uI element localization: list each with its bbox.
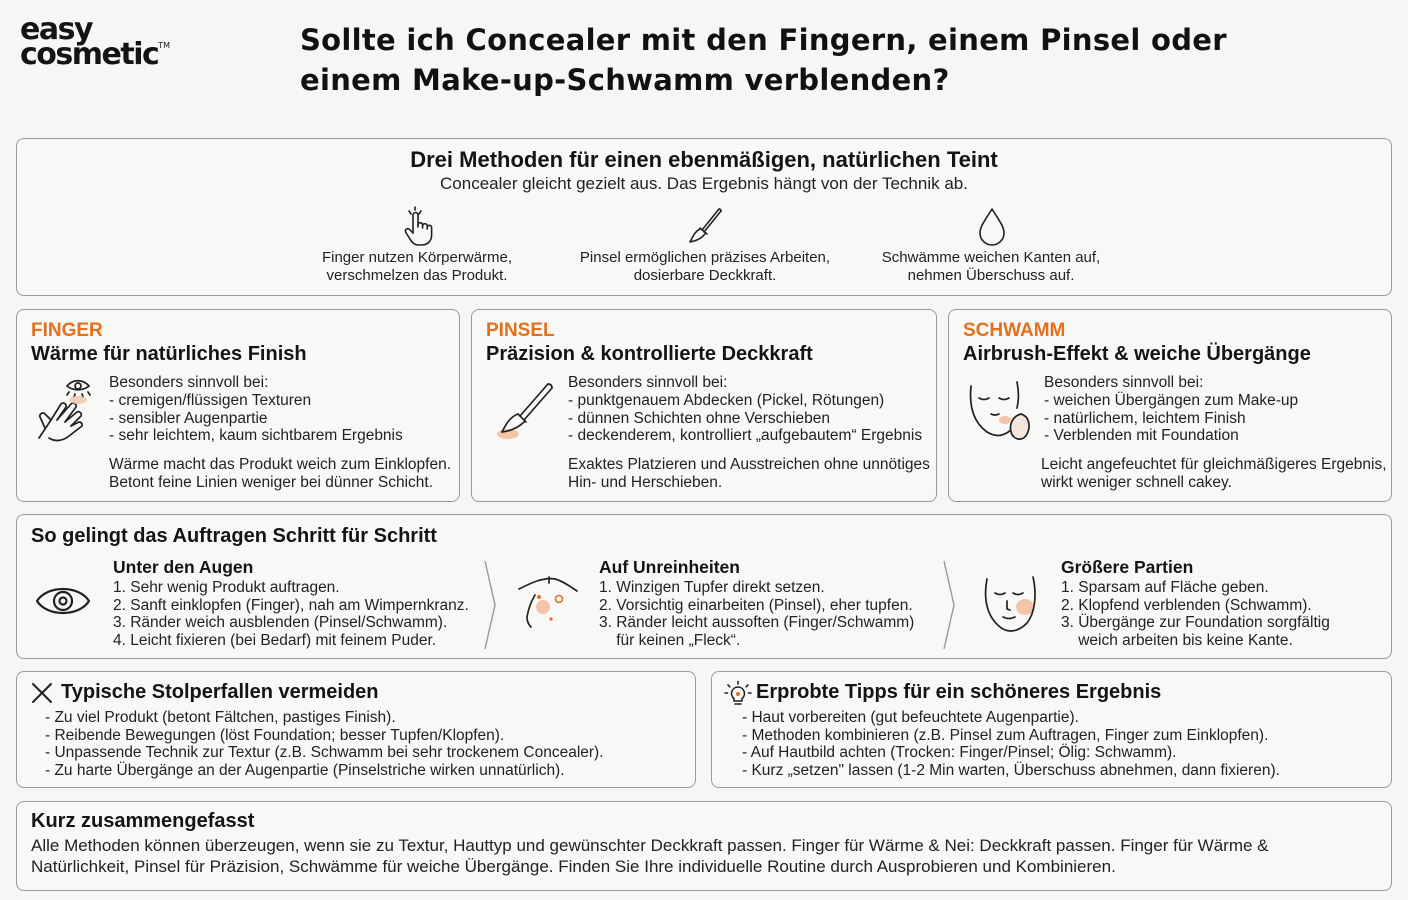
chevron-right-icon	[942, 559, 956, 651]
tips-list: - Haut vorbereiten (gut befeuchtete Augenpartie). - Methoden kombinieren (z.B. Pinsel zum Auftragen, Finger zum Einklopfen). - Auf Hautbild achten (Trocken: Finger/Pinsel; Ölig: Schwamm). - Kurz „setzen" lassen (1-2 Min warten, Überschuss abnehmen, dann fixieren).	[742, 709, 1280, 779]
step-list: 1. Winzigen Tupfer direkt setzen. 2. Vorsichtig einarbeiten (Pinsel), eher tupfen. 3. Ränder leicht aussoften (Finger/Schwamm) für keinen „Fleck“.	[599, 579, 915, 649]
lightbulb-icon	[724, 680, 752, 708]
step-list: 1. Sparsam auf Fläche geben. 2. Klopfend verblenden (Schwamm). 3. Übergänge zur Foundation sorgfältig weich arbeiten bis keine Kante.	[1061, 579, 1330, 649]
method-name: SCHWAMM	[963, 320, 1066, 341]
method-subtitle: Wärme für natürliches Finish	[31, 343, 307, 365]
intro-subheading: Concealer gleicht gezielt aus. Das Ergebnis hängt von der Technik ab.	[440, 174, 968, 193]
step-title: Größere Partien	[1061, 557, 1194, 577]
summary-card	[16, 801, 1392, 891]
tips-heading: Erprobte Tipps für ein schöneres Ergebnis	[756, 681, 1162, 703]
intro-caption-finger: Finger nutzen Körperwärme, verschmelzen das Produkt.	[321, 249, 513, 284]
intro-card	[16, 138, 1392, 296]
precision-brush-icon	[486, 374, 560, 446]
pitfalls-heading: Typische Stolperfallen vermeiden	[61, 681, 379, 703]
step-list: 1. Sehr wenig Produkt auftragen. 2. Sanft einklopfen (Finger), nah am Wimpernkranz. 3. Ränder weich ausblenden (Pinsel/Schwamm). 4. Leicht fixieren (bei Bedarf) mit feinem Puder.	[113, 579, 469, 649]
sponge-drop-icon	[972, 205, 1012, 247]
chevron-right-icon	[483, 559, 497, 651]
page-title-line-2: einem Make-up-Schwamm verblenden?	[300, 63, 950, 97]
method-note: Exaktes Platzieren und Ausstreichen ohne unnötiges Hin- und Herschieben.	[568, 456, 930, 491]
page-title	[300, 20, 1300, 100]
summary-text: Alle Methoden können überzeugen, wenn sie zu Textur, Hauttyp und gewünschter Deckkraft passen. Finger für Wärme & Nei: Deckkraft passen. Finger für Wärme & Natürlichkeit, Pinsel für Präzision, Schwämme für weiche Übergänge. Finden Sie Ihre individuelle Routine durch Ausprobieren und Kombinieren.	[31, 836, 1269, 876]
pitfalls-card	[16, 671, 696, 788]
summary-heading: Kurz zusammengefasst	[31, 810, 255, 832]
method-subtitle: Airbrush-Effekt & weiche Übergänge	[963, 343, 1311, 365]
tips-card	[711, 671, 1392, 788]
method-list: Besonders sinnvoll bei: - weichen Übergängen zum Make-up - natürlichem, leichtem Finish - Verblenden mit Foundation	[1044, 374, 1299, 445]
method-card-pinsel	[471, 309, 937, 502]
blemish-icon	[515, 573, 581, 633]
brand-line-2: cosmetic™	[20, 36, 171, 72]
method-subtitle: Präzision & kontrollierte Deckkraft	[486, 343, 813, 365]
brand-line-1: easy	[20, 12, 93, 47]
method-note: Leicht angefeuchtet für gleichmäßigeres Ergebnis, wirkt weniger schnell cakey.	[1041, 456, 1387, 491]
method-note: Wärme macht das Produkt weich zum Einklopfen. Betont feine Linien weniger bei dünner Schicht.	[109, 456, 451, 491]
page-title-line-1: Sollte ich Concealer mit den Fingern, einem Pinsel oder	[300, 23, 1227, 57]
steps-heading: So gelingt das Auftragen Schritt für Schritt	[31, 525, 437, 547]
intro-heading: Drei Methoden für einen ebenmäßigen, natürlichen Teint	[410, 147, 998, 172]
intro-caption-sponge: Schwämme weichen Kanten auf, nehmen Überschuss auf.	[881, 249, 1101, 284]
method-list: Besonders sinnvoll bei: - cremigen/flüssigen Texturen - sensibler Augenpartie - sehr leichtem, kaum sichtbarem Ergebnis	[109, 374, 403, 445]
pitfalls-list: - Zu viel Produkt (betont Fältchen, pastiges Finish). - Reibende Bewegungen (löst Foundation; besser Tupfen/Klopfen). - Unpassende Technik zur Textur (z.B. Schwamm bei sehr trockenem Concealer). - Zu harte Übergänge an der Augenpartie (Pinselstriche wirken unnatürlich).	[45, 709, 604, 779]
method-list: Besonders sinnvoll bei: - punktgenauem Abdecken (Pickel, Rötungen) - dünnen Schichten ohne Verschieben - deckenderem, kontrolliert „aufgebautem“ Ergebnis	[568, 374, 923, 445]
step-title: Auf Unreinheiten	[599, 557, 740, 577]
step-title: Unter den Augen	[113, 557, 254, 577]
face-area-icon	[979, 571, 1043, 637]
face-sponge-icon	[961, 374, 1035, 446]
x-icon	[29, 680, 55, 706]
finger-tap-icon	[397, 205, 437, 247]
finger-under-eye-icon	[31, 374, 105, 446]
brand-logo	[20, 12, 171, 72]
method-name: PINSEL	[486, 320, 555, 341]
intro-caption-brush: Pinsel ermöglichen präzises Arbeiten, dosierbare Deckkraft.	[579, 249, 831, 284]
eye-icon	[33, 581, 93, 621]
method-card-finger	[16, 309, 460, 502]
method-name: FINGER	[31, 320, 103, 341]
method-card-schwamm	[948, 309, 1392, 502]
brush-icon	[685, 205, 725, 247]
steps-card	[16, 514, 1392, 659]
